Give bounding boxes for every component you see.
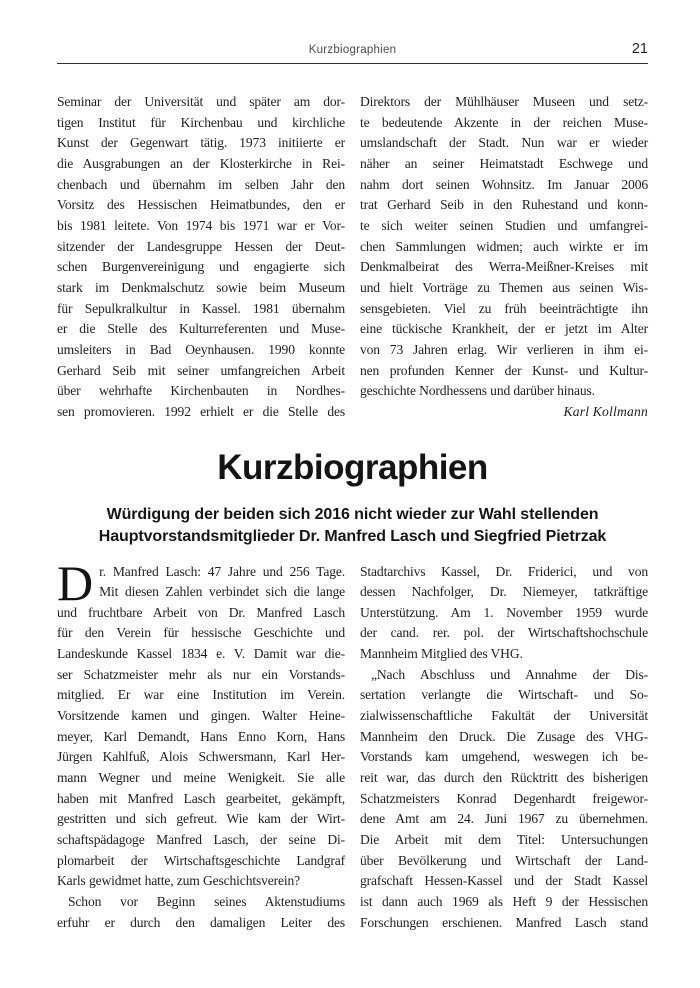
text-line: Direktors der Mühlhäuser Museen und setz- [360, 94, 648, 109]
text-line: über Bevölkerung und Wirtschaft der Land- [360, 852, 648, 868]
text-line: Jürgen Kahlfuß, Alois Schwersmann, Karl Her- [57, 749, 345, 765]
text-line: Schon vor Beginn seines Aktenstudiums [68, 894, 345, 909]
text-line: Seminar der Universität und später am dor- [57, 94, 345, 109]
text-line: haben mit Manfred Lasch gearbeitet, gekämpft, [57, 790, 345, 806]
text-line: Denkmalbeirat des Werra-Meißner-Kreises mit [360, 259, 648, 275]
text-line: er die Stelle des Kulturreferenten und Muse- [57, 321, 345, 337]
text-line: trat Gerhard Seib in den Ruhestand und konn- [360, 197, 648, 213]
text-line: Gerhard Seib mit seiner umfangreichen Arbeit [57, 362, 345, 378]
text-line: umslandschaft der Stadt. Nun war er wieder [360, 135, 648, 151]
text-line: schen Burgenvereinigung und engagierte sich [57, 259, 345, 275]
text-line: Stadtarchivs Kassel, Dr. Friderici, und von [360, 563, 648, 579]
text-line: Forschungen erschienen. Manfred Lasch stand [360, 914, 648, 930]
text-line: und fruchtbare Arbeit von Dr. Manfred Lasch [57, 604, 345, 620]
section-subtitle-line2: Hauptvorstandsmitglieder Dr. Manfred Lasch und Siegfried Pietrzak [98, 528, 607, 545]
text-line: zialwissenschaftliche Fakultät der Universität [360, 708, 648, 724]
article-lasch [57, 554, 648, 934]
text-line: Karls gewidmet hatte, zum Geschichtsverein? [57, 873, 301, 889]
text-line: plomarbeit der Wirtschaftsgeschichte Landgraf [57, 852, 345, 868]
text-line: für Sepulkralkultur in Kassel. 1981 übernahm [57, 300, 345, 316]
drop-cap: D [57, 554, 94, 611]
text-line: bis 1981 leitete. Von 1974 bis 1971 war er Vor- [57, 217, 345, 233]
text-line: Kunst der Gegenwart tätig. 1973 initiierte er [57, 135, 345, 151]
text-line: chenbach und übernahm im selben Jahr den [57, 176, 345, 192]
text-line: Mannheim den Druck. Die Zusage des VHG- [360, 728, 648, 744]
text-line: chen Sammlungen widmen; auch wirkte er im [360, 238, 648, 254]
text-line: dene Amt am 24. Juni 1967 zu übernehmen. [360, 811, 648, 827]
text-line: der cand. rer. pol. der Wirtschaftshochschule [360, 625, 648, 641]
text-line: nen profunden Kenner der Kunst- und Kultur- [360, 362, 648, 378]
text-line: eine tückische Krankheit, der er jetzt im Alter [360, 321, 648, 337]
text-line: te bedeutende Akzente in der reichen Muse- [360, 114, 648, 130]
lasch-column-right [360, 562, 648, 934]
text-line: reit war, das durch den Rücktritt des bisherigen [360, 770, 648, 786]
seib-column-right [360, 92, 648, 423]
text-line: für den Verein für hessische Geschichte und [57, 625, 345, 641]
text-line: ser Schatzmeister mehr als nur ein Vorstands- [57, 666, 345, 682]
section-subtitle-line1: Würdigung der beiden sich 2016 nicht wieder zur Wahl stellenden [106, 505, 599, 523]
text-line: dessen Nachfolger, Dr. Niemeyer, tatkräftige [360, 584, 648, 600]
text-line: näher an seiner Heimatstadt Eschwege und [360, 155, 648, 171]
page-number: 21 [631, 41, 648, 57]
text-line: Mit diesen Zahlen verbindet sich die lange [99, 584, 345, 600]
text-line: mitglied. Er war eine Institution im Verein. [57, 687, 345, 703]
text-line: sertation verlangte die Wirtschaft- und So- [360, 687, 648, 703]
section-title: Kurzbiographien [217, 447, 488, 487]
text-line: Landeskunde Kassel 1834 e. V. Damit war die- [57, 646, 345, 662]
text-line: tigen Institut für Kirchenbau und kirchliche [57, 114, 345, 130]
text-line: Schatzmeisters Konrad Degenhardt freigewor- [360, 790, 648, 806]
text-line: über wehrhafte Kirchenbauten in Nordhes- [57, 383, 345, 399]
text-line: schaftspädagoge Manfred Lasch, der seine Di- [57, 832, 345, 848]
article-seib [57, 92, 648, 423]
text-line: Vorsitz des Hessischen Heimatbundes, den er [57, 197, 345, 213]
text-line: die Ausgrabungen an der Klosterkirche in Rei- [57, 155, 345, 171]
text-line: te sich weiter seinen Studien und umfangrei- [360, 217, 648, 233]
text-line: umsleiters in Bad Oeynhausen. 1990 konnte [57, 341, 345, 357]
text-line: geschichte Nordhessens und darüber hinaus. [360, 383, 595, 399]
section-subtitle [57, 504, 648, 549]
running-title: Kurzbiographien [308, 44, 397, 56]
text-line: mann Wegner und meine Wenigkeit. Sie alle [57, 770, 345, 786]
text-line: Mannheim Mitglied des VHG. [360, 646, 523, 662]
text-line: gestritten und sich gefreut. Wie kam der Wirt- [57, 811, 345, 827]
text-line: erfuhr er durch den damaligen Leiter des [57, 914, 345, 930]
text-line: Die Arbeit mit dem Titel: Untersuchungen [360, 832, 648, 848]
text-line: meyer, Karl Demandt, Hans Enno Korn, Hans [57, 728, 345, 744]
text-line: ist dann auch 1969 als Heft 9 der Hessischen [360, 894, 648, 909]
text-line: Vorsitzende kamen und gingen. Walter Heine- [57, 708, 345, 724]
seib-column-left [57, 92, 345, 423]
text-line: von 73 Jahren erlag. Wir verlieren in ihm ei- [360, 341, 648, 357]
page-header [57, 0, 648, 64]
page-content [57, 0, 648, 933]
text-line: „Nach Abschluss und Annahme der Dis- [371, 666, 648, 682]
text-line: Vorstands kam umgehend, weswegen ich be- [360, 749, 648, 765]
text-line: und hielt Vorträge zu Themen aus seinen Wis- [360, 279, 648, 295]
text-line: sensgebieten. Viel zu früh beeinträchtigte ihn [360, 300, 648, 316]
text-line: grafschaft Hessen-Kassel und der Stadt Kassel [360, 873, 648, 889]
lasch-column-left [57, 554, 345, 934]
text-line: stark im Denkmalschutz sowie beim Museum [57, 279, 345, 295]
text-line: Dr. Manfred Lasch: 47 Jahre und 256 Tage. [57, 554, 345, 611]
header-rule [57, 63, 648, 64]
text-line: Karl Kollmann [563, 403, 648, 419]
text-line: sitzender der Landesgruppe Hessen der Deut- [57, 238, 345, 254]
text-line: nahm dort seinen Wohnsitz. Im Januar 2006 [360, 176, 648, 192]
text-line: sen promovieren. 1992 erhielt er die Stelle des [57, 403, 345, 419]
text-line: Unterstützung. Am 1. November 1959 wurde [360, 604, 648, 620]
